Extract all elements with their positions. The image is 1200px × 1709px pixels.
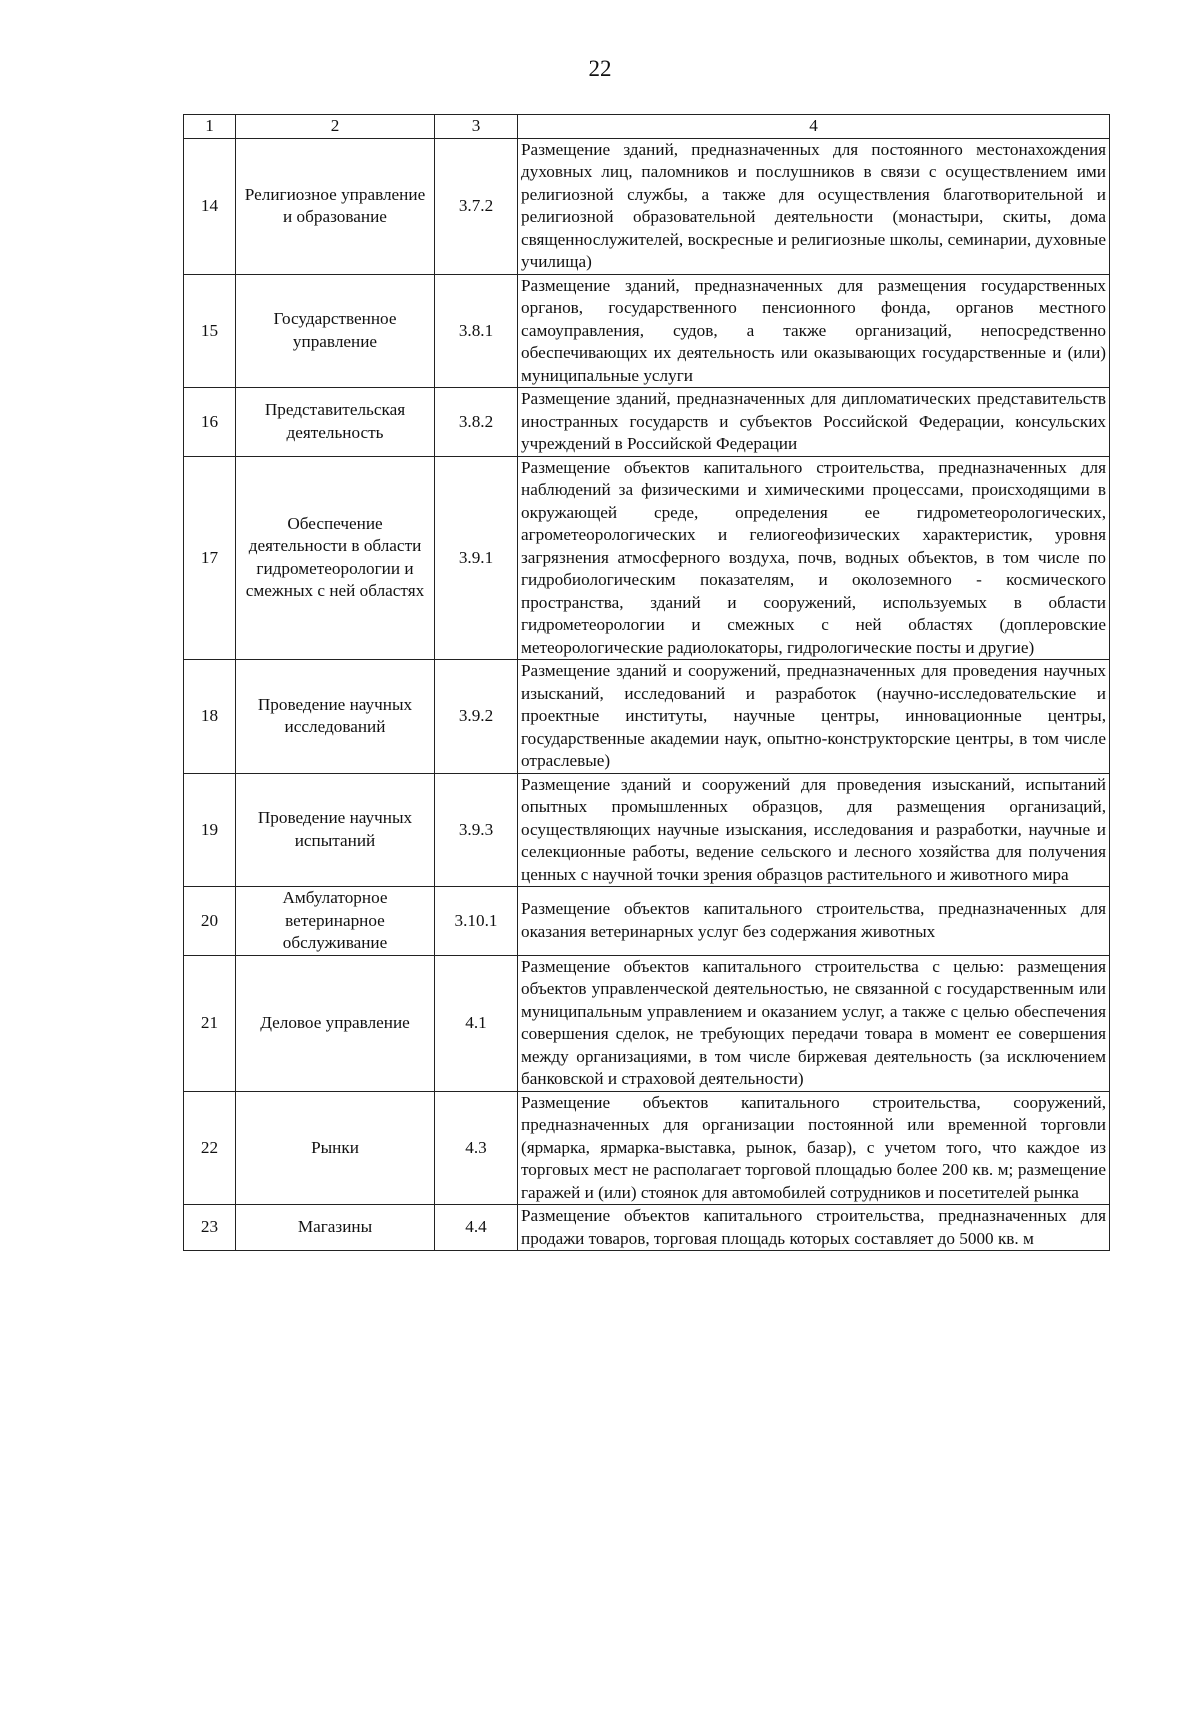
- row-number: 19: [184, 773, 236, 887]
- land-use-code: 3.8.1: [435, 274, 518, 388]
- row-number: 15: [184, 274, 236, 388]
- row-number: 21: [184, 955, 236, 1091]
- table-row: [184, 274, 1110, 388]
- land-use-description: Размещение объектов капитального строительства, предназначенных для наблюдений за физическими и химическими процессами, происходящими в окружающей среде, определения ее гидрометеорологических, агрометеорологических и гелиогеофизических характеристик, уровня загрязнения атмосферного воздуха, почв, водных объектов, в том числе по гидробиологическим показателям, и околоземного - космического пространства, зданий и сооружений, используемых в области гидрометеорологии и смежных с ней областях (доплеровские метеорологические радиолокаторы, гидрологические посты и другие): [518, 456, 1110, 660]
- land-use-name: Религиозное управление и образование: [236, 138, 435, 274]
- land-use-name: Амбулаторное ветеринарное обслуживание: [236, 887, 435, 956]
- column-header: 4: [518, 115, 1110, 139]
- table-header-row: [184, 115, 1110, 139]
- land-use-description: Размещение зданий, предназначенных для размещения государственных органов, государственного пенсионного фонда, органов местного самоуправления, судов, а также организаций, непосредственно обеспечивающих их деятельность или оказывающих государственные и (или) муниципальные услуги: [518, 274, 1110, 388]
- table-row: [184, 773, 1110, 887]
- land-use-name: Магазины: [236, 1205, 435, 1251]
- row-number: 22: [184, 1091, 236, 1205]
- table-row: [184, 456, 1110, 660]
- land-use-name: Представительская деятельность: [236, 388, 435, 457]
- table-row: [184, 660, 1110, 774]
- row-number: 18: [184, 660, 236, 774]
- land-use-code: 3.9.2: [435, 660, 518, 774]
- land-use-description: Размещение объектов капитального строительства, предназначенных для продажи товаров, торговая площадь которых составляет до 5000 кв. м: [518, 1205, 1110, 1251]
- land-use-description: Размещение зданий, предназначенных для дипломатических представительств иностранных государств и субъектов Российской Федерации, консульских учреждений в Российской Федерации: [518, 388, 1110, 457]
- page-number: 22: [588, 56, 612, 81]
- land-use-description: Размещение объектов капитального строительства, сооружений, предназначенных для организации постоянной или временной торговли (ярмарка, ярмарка-выставка, рынок, базар), с учетом того, что каждое из торговых мест не располагает торговой площадью более 200 кв. м; размещение гаражей и (или) стоянок для автомобилей сотрудников и посетителей рынка: [518, 1091, 1110, 1205]
- table-row: [184, 388, 1110, 457]
- land-use-code: 4.1: [435, 955, 518, 1091]
- column-header: 2: [236, 115, 435, 139]
- table-row: [184, 138, 1110, 274]
- table-row: [184, 887, 1110, 956]
- row-number: 20: [184, 887, 236, 956]
- land-use-code: 4.4: [435, 1205, 518, 1251]
- land-use-name: Рынки: [236, 1091, 435, 1205]
- land-use-code: 3.9.1: [435, 456, 518, 660]
- land-use-name: Проведение научных испытаний: [236, 773, 435, 887]
- table-row: [184, 1091, 1110, 1205]
- land-use-code: 3.9.3: [435, 773, 518, 887]
- row-number: 17: [184, 456, 236, 660]
- land-use-table: [183, 114, 1110, 1251]
- land-use-code: 4.3: [435, 1091, 518, 1205]
- column-header: 3: [435, 115, 518, 139]
- land-use-description: Размещение объектов капитального строительства, предназначенных для оказания ветеринарных услуг без содержания животных: [518, 887, 1110, 956]
- land-use-code: 3.8.2: [435, 388, 518, 457]
- land-use-description: Размещение объектов капитального строительства с целью: размещения объектов управленческой деятельностью, не связанной с государственным или муниципальным управлением и оказанием услуг, а также с целью обеспечения совершения сделок, не требующих передачи товара в момент ее совершения между организациями, в том числе биржевая деятельность (за исключением банковской и страховой деятельности): [518, 955, 1110, 1091]
- column-header: 1: [184, 115, 236, 139]
- land-use-name: Проведение научных исследований: [236, 660, 435, 774]
- land-use-name: Государственное управление: [236, 274, 435, 388]
- table-row: [184, 1205, 1110, 1251]
- land-use-code: 3.10.1: [435, 887, 518, 956]
- land-use-name: Деловое управление: [236, 955, 435, 1091]
- row-number: 14: [184, 138, 236, 274]
- land-use-description: Размещение зданий и сооружений для проведения изысканий, испытаний опытных промышленных образцов, для размещения организаций, осуществляющих научные изыскания, исследования и разработки, научные и селекционные работы, ведение сельского и лесного хозяйства для получения ценных с научной точки зрения образцов растительного и животного мира: [518, 773, 1110, 887]
- land-use-description: Размещение зданий и сооружений, предназначенных для проведения научных изысканий, исследований и разработок (научно-исследовательские и проектные институты, научные центры, инновационные центры, государственные академии наук, опытно-конструкторские центры, в том числе отраслевые): [518, 660, 1110, 774]
- land-use-code: 3.7.2: [435, 138, 518, 274]
- land-use-description: Размещение зданий, предназначенных для постоянного местонахождения духовных лиц, паломников и послушников в связи с осуществлением ими религиозной службы, а также для осуществления благотворительной и религиозной образовательной деятельности (монастыри, скиты, дома священнослужителей, воскресные и религиозные школы, семинарии, духовные училища): [518, 138, 1110, 274]
- row-number: 16: [184, 388, 236, 457]
- row-number: 23: [184, 1205, 236, 1251]
- land-use-name: Обеспечение деятельности в области гидрометеорологии и смежных с ней областях: [236, 456, 435, 660]
- table-row: [184, 955, 1110, 1091]
